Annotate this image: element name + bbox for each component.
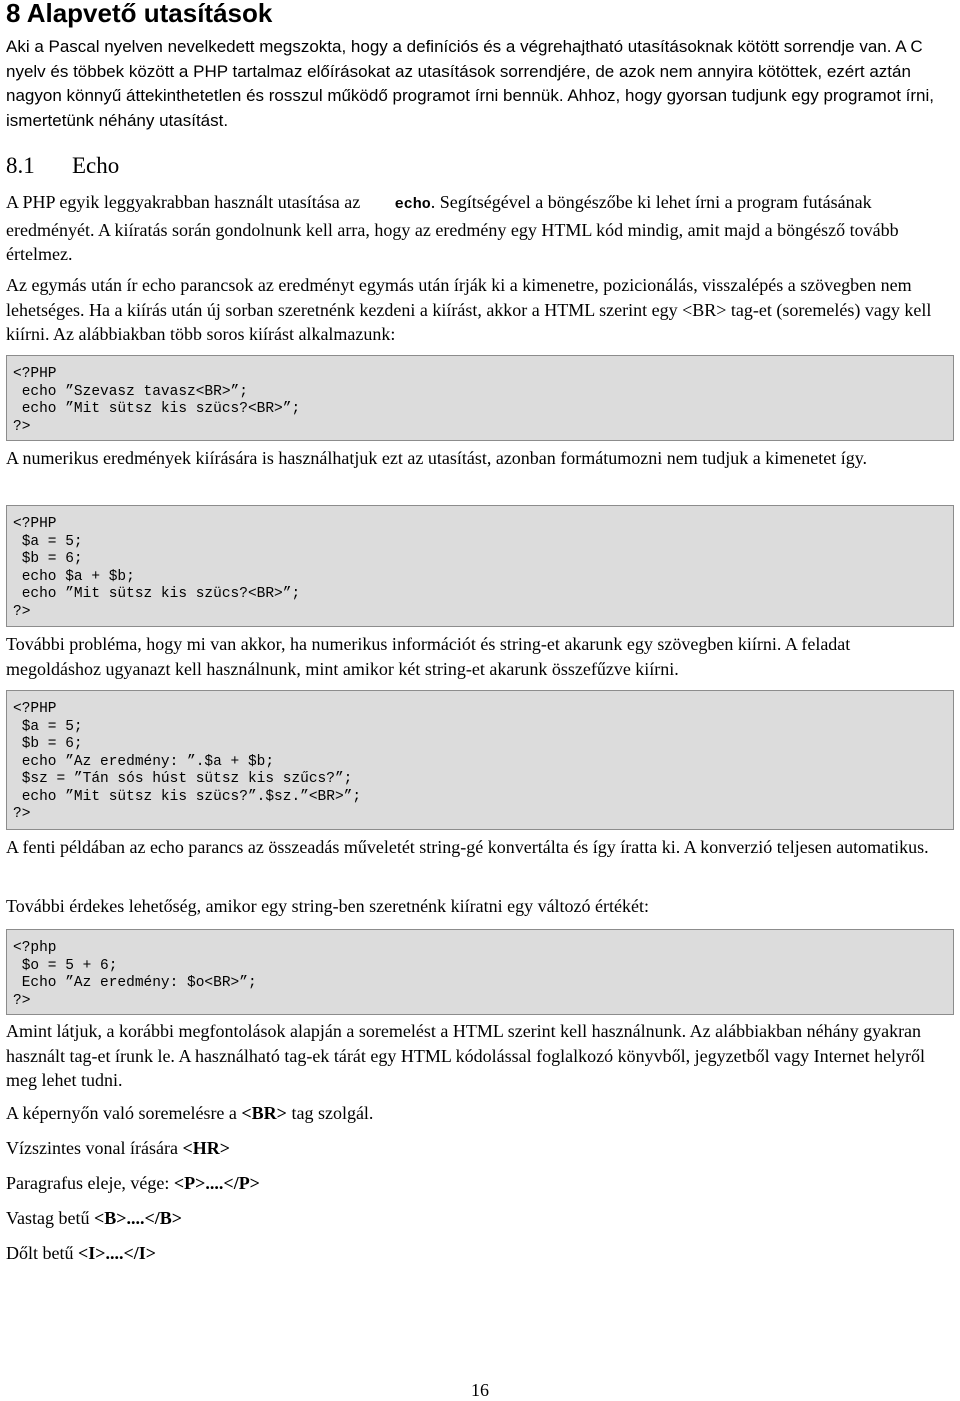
numeric-paragraph: A numerikus eredmények kiírására is használhatjuk ezt az utasítást, azonban formátumozni nem tudjuk a kimenetet így. xyxy=(6,448,868,468)
tag-line-br xyxy=(6,1101,946,1126)
code-block-2: <?PHP $a = 5; $b = 6; echo $a + $b; echo ”Mit sütsz kis szücs?<BR>”; ?> xyxy=(6,505,954,627)
concat-paragraph: További probléma, hogy mi van akkor, ha numerikus információt és string-et akarunk egy szövegben kiírni. A feladat megoldáshoz ugyanazt kell használnunk, mint amikor két string-et akarunk összefűzve kiírni. xyxy=(6,634,851,679)
echo-intro-paragraph xyxy=(6,190,946,267)
section-number: 8.1 xyxy=(6,153,35,178)
conversion-paragraph: A fenti példában az echo parancs az összeadás műveletét string-gé konvertálta és így íratta ki. A konverzió teljesen automatikus. xyxy=(6,837,929,857)
page-number: 16 xyxy=(471,1380,489,1400)
tag-code: <HR> xyxy=(182,1138,230,1158)
tags-intro-paragraph: Amint látjuk, a korábbi megfontolások alapján a soremelést a HTML szerint kell használnunk. Az alábbiakban néhány gyakran használt tag-et írunk le. A használható tag-ek tárát egy HTML kódolással foglalkozó könyvből, jegyzetből vagy Internet helyről meg lehet tudni. xyxy=(6,1021,926,1090)
section-heading xyxy=(6,153,119,179)
tag-line-hr xyxy=(6,1136,946,1161)
echo-sequence-paragraph: Az egymás után ír echo parancsok az eredményt egymás után írják ki a kimenetre, pozicionálás, visszalépés a szövegben nem lehetséges. Ha a kiírás után új sorban szeretnénk kezdeni a kiírást, akkor a HTML szerint egy <BR> tag-et (soremelés) vagy kell kiírni. Az alábbiakban több soros kiírást alkalmazunk: xyxy=(6,275,932,344)
echo-intro-text-a: A PHP egyik leggyakrabban használt utasítása az xyxy=(6,192,365,212)
tag-code: <P>....</P> xyxy=(173,1173,260,1193)
tag-code: <I>....</I> xyxy=(78,1243,157,1263)
tag-line-i xyxy=(6,1241,946,1266)
echo-intro-text-b: . Segítségével a böngészőbe ki lehet írni a program futásának eredményét. A kiíratás során gondolnunk kell arra, hogy az eredmény egy HTML kód mindig, amit majd a böngésző tovább értelmez. xyxy=(6,192,899,264)
intro-paragraph: Aki a Pascal nyelven nevelkedett megszokta, hogy a definíciós és a végrehajtható utasításoknak kötött sorrendje van. A C nyelv és többek között a PHP tartalmaz előírásokat az utasítások sorrendjére, de azok nem annyira kötöttek, ezért aztán nagyon könnyű áttekinthetetlen és rosszul működő programot írni bennük. Ahhoz, hogy gyorsan tudjunk egy programot írni, ismertetünk néhány utasítást. xyxy=(6,37,934,130)
code-block-4: <?php $o = 5 + 6; Echo ”Az eredmény: $o<BR>”; ?> xyxy=(6,929,954,1015)
tag-line-label: Vastag betű xyxy=(6,1208,94,1228)
tag-line-b xyxy=(6,1206,946,1231)
tag-code: <B>....</B> xyxy=(93,1208,183,1228)
tag-line-label: Vízszintes vonal írására xyxy=(6,1138,183,1158)
code-block-3: <?PHP $a = 5; $b = 6; echo ”Az eredmény: ”.$a + $b; $sz = ”Tán sós húst sütsz kis szűcs?”; echo ”Mit sütsz kis szücs?”.$sz.”<BR>”; ?> xyxy=(6,690,954,830)
string-variable-paragraph: További érdekes lehetőség, amikor egy string-ben szeretnénk kiíratni egy változó értékét: xyxy=(6,896,650,916)
tag-line-p xyxy=(6,1171,946,1196)
code-block-1: <?PHP echo ”Szevasz tavasz<BR>”; echo ”Mit sütsz kis szücs?<BR>”; ?> xyxy=(6,355,954,441)
tag-code: <BR> xyxy=(241,1103,287,1123)
tag-line-label: Dőlt betű xyxy=(6,1243,78,1263)
tag-line-suffix: tag szolgál. xyxy=(286,1103,374,1123)
tag-line-label: Paragrafus eleje, vége: xyxy=(6,1173,174,1193)
chapter-heading: 8 Alapvető utasítások xyxy=(6,0,273,28)
echo-keyword: echo xyxy=(394,196,431,213)
section-title: Echo xyxy=(72,153,120,178)
tag-line-label: A képernyőn való soremelésre a xyxy=(6,1103,242,1123)
